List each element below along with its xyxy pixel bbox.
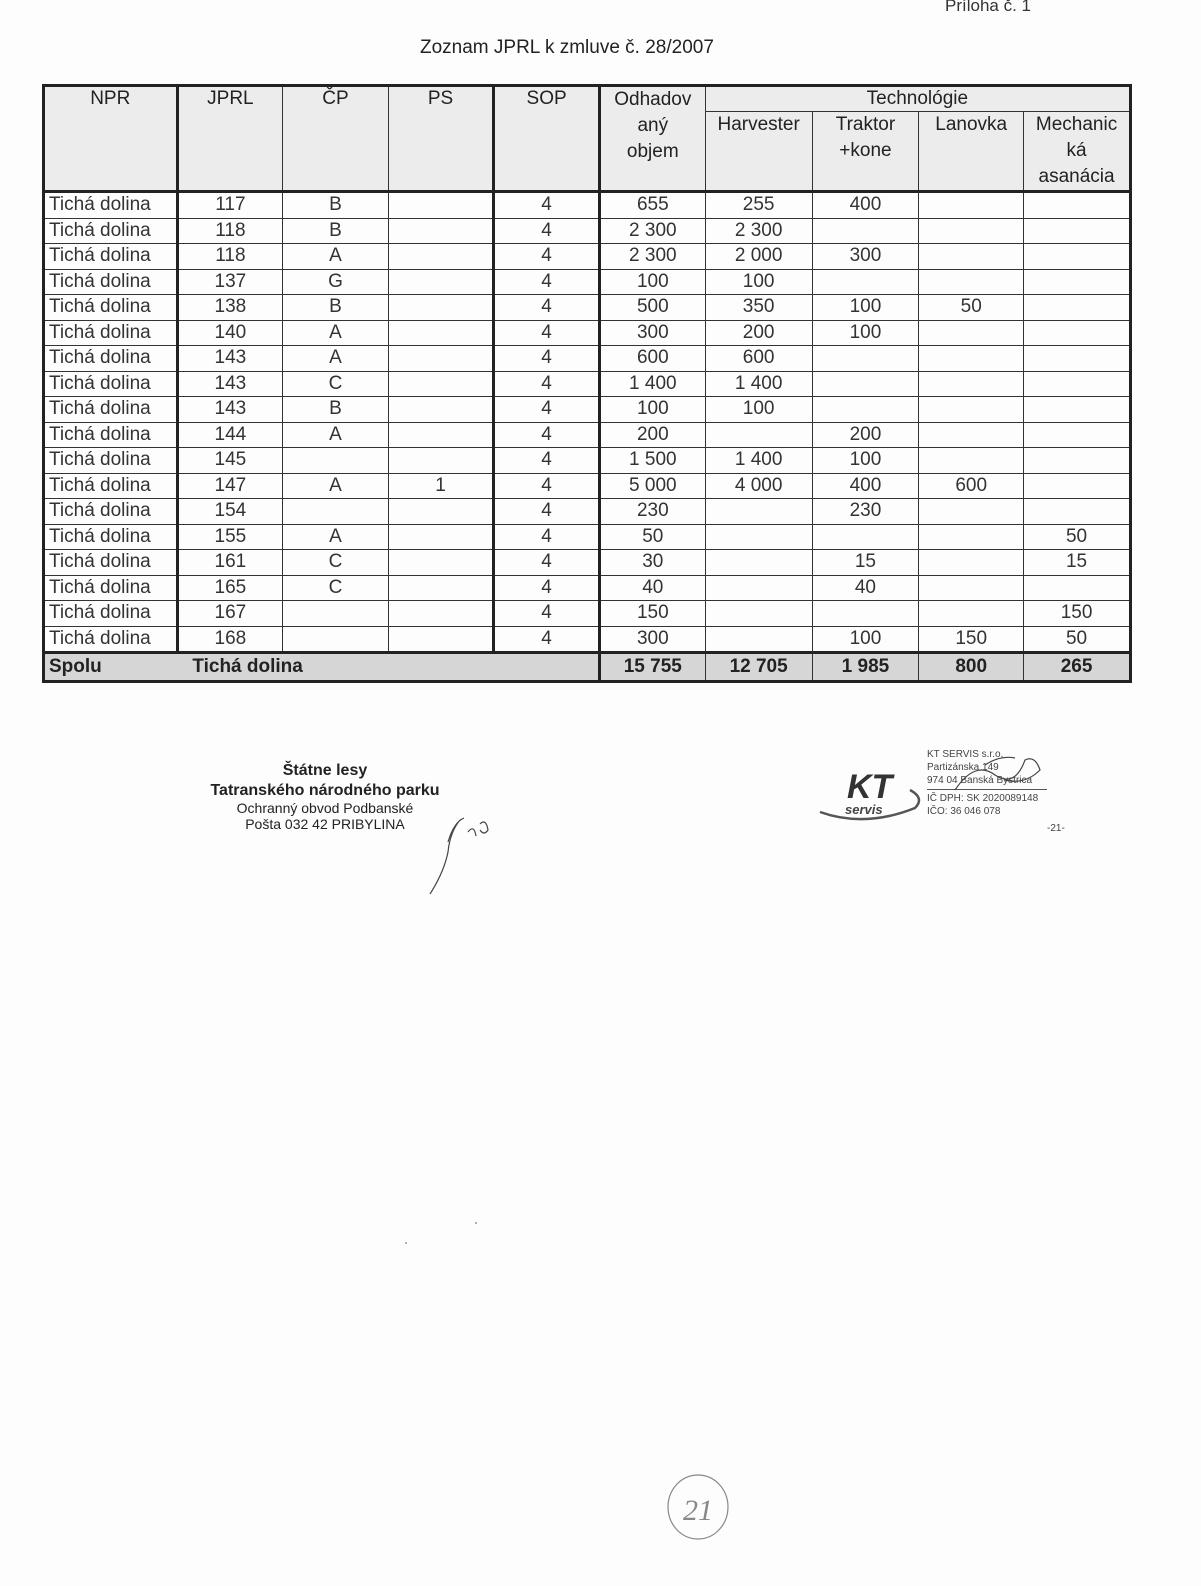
table-row [44, 524, 1131, 550]
cell-jprl: 168 [177, 626, 283, 653]
cell-ps [388, 218, 494, 244]
cell-npr: Tichá dolina [44, 448, 178, 474]
cell-volume: 300 [599, 626, 705, 653]
table-row [44, 499, 1131, 525]
table-row [44, 192, 1131, 219]
cell-sop: 4 [494, 422, 600, 448]
header-volume-line1: Odhadov [614, 89, 692, 110]
kt-servis-logo [815, 768, 925, 826]
kt-line3: 974 04 Banská Bystrica [927, 775, 1033, 786]
cell-sop: 4 [494, 218, 600, 244]
cell-npr: Tichá dolina [44, 269, 178, 295]
cell-ps [388, 192, 494, 219]
cell-cp: A [283, 473, 389, 499]
cell-cp: B [283, 218, 389, 244]
cell-ps [388, 626, 494, 653]
cell-ps [388, 422, 494, 448]
cell-lanovka [919, 422, 1024, 448]
cell-traktor: 40 [812, 575, 919, 601]
table-row [44, 320, 1131, 346]
cell-traktor: 15 [812, 550, 919, 576]
cell-harvester [705, 524, 812, 550]
table-body [44, 192, 1131, 653]
cell-npr: Tichá dolina [44, 397, 178, 423]
cell-cp: B [283, 397, 389, 423]
header-sop: SOP [494, 86, 600, 192]
cell-npr: Tichá dolina [44, 422, 178, 448]
cell-sop: 4 [494, 575, 600, 601]
cell-ps [388, 244, 494, 270]
table-row [44, 473, 1131, 499]
cell-traktor: 230 [812, 499, 919, 525]
cell-harvester: 1 400 [705, 371, 812, 397]
cell-ps [388, 448, 494, 474]
cell-traktor: 100 [812, 320, 919, 346]
cell-ps [388, 346, 494, 372]
table-row [44, 626, 1131, 653]
kt-line2: Partizánska 149 [927, 762, 999, 773]
cell-harvester: 100 [705, 269, 812, 295]
cell-traktor [812, 524, 919, 550]
table-row [44, 346, 1131, 372]
total-traktor: 1 985 [812, 653, 919, 682]
cell-sop: 4 [494, 371, 600, 397]
cell-ps [388, 499, 494, 525]
header-traktor-line2: +kone [839, 140, 892, 161]
header-mech-line1: Mechanic [1035, 114, 1118, 135]
cell-volume: 2 300 [599, 244, 705, 270]
table-row [44, 218, 1131, 244]
cell-harvester [705, 422, 812, 448]
cell-harvester: 255 [705, 192, 812, 219]
cell-volume: 1 400 [599, 371, 705, 397]
cell-lanovka [919, 601, 1024, 627]
cell-npr: Tichá dolina [44, 499, 178, 525]
cell-mech: 50 [1024, 626, 1131, 653]
cell-ps [388, 524, 494, 550]
cell-lanovka [919, 397, 1024, 423]
cell-mech [1024, 346, 1131, 372]
logo-kt-text: KT [847, 768, 893, 806]
cell-jprl: 145 [177, 448, 283, 474]
cell-traktor: 200 [812, 422, 919, 448]
table-row [44, 448, 1131, 474]
cell-cp: A [283, 346, 389, 372]
header-jprl: JPRL [177, 86, 283, 192]
header-mech-line3: asanácia [1038, 166, 1115, 187]
cell-sop: 4 [494, 499, 600, 525]
cell-volume: 150 [599, 601, 705, 627]
cell-npr: Tichá dolina [44, 550, 178, 576]
cell-harvester: 350 [705, 295, 812, 321]
header-cp: ČP [283, 86, 389, 192]
kt-page-mark: -21- [1047, 823, 1065, 834]
cell-ps [388, 295, 494, 321]
cell-volume: 300 [599, 320, 705, 346]
cell-mech [1024, 192, 1131, 219]
cell-ps [388, 371, 494, 397]
total-volume: 15 755 [599, 653, 705, 682]
cell-sop: 4 [494, 473, 600, 499]
total-label-cell [44, 653, 600, 682]
cell-sop: 4 [494, 269, 600, 295]
cell-cp [283, 499, 389, 525]
cell-jprl: 147 [177, 473, 283, 499]
cell-mech: 150 [1024, 601, 1131, 627]
cell-volume: 30 [599, 550, 705, 576]
cell-npr: Tichá dolina [44, 218, 178, 244]
table-row [44, 244, 1131, 270]
cell-npr: Tichá dolina [44, 346, 178, 372]
cell-sop: 4 [494, 244, 600, 270]
cell-mech [1024, 218, 1131, 244]
cell-jprl: 140 [177, 320, 283, 346]
cell-sop: 4 [494, 626, 600, 653]
document-title: Zoznam JPRL k zmluve č. 28/2007 [420, 37, 714, 58]
cell-sop: 4 [494, 295, 600, 321]
cell-cp: A [283, 244, 389, 270]
stamp-left-line3: Ochranný obvod Podbanské [236, 800, 414, 816]
cell-ps [388, 320, 494, 346]
cell-cp: A [283, 524, 389, 550]
cell-mech [1024, 371, 1131, 397]
header-volume-line3: objem [626, 141, 679, 162]
cell-sop: 4 [494, 601, 600, 627]
table-row [44, 422, 1131, 448]
cell-traktor: 300 [812, 244, 919, 270]
cell-lanovka [919, 244, 1024, 270]
cell-traktor [812, 269, 919, 295]
handwritten-page-number-icon [665, 1472, 731, 1542]
cell-lanovka [919, 269, 1024, 295]
cell-npr: Tichá dolina [44, 371, 178, 397]
cell-ps [388, 575, 494, 601]
cell-cp: A [283, 422, 389, 448]
cell-traktor: 100 [812, 448, 919, 474]
cell-lanovka [919, 499, 1024, 525]
header-mech-line2: ká [1066, 140, 1087, 161]
cell-ps [388, 550, 494, 576]
cell-mech: 15 [1024, 550, 1131, 576]
table-row [44, 269, 1131, 295]
cell-lanovka: 600 [919, 473, 1024, 499]
cell-lanovka [919, 371, 1024, 397]
cell-cp: B [283, 192, 389, 219]
scan-dot [475, 1222, 477, 1224]
cell-harvester [705, 601, 812, 627]
cell-npr: Tichá dolina [44, 575, 178, 601]
cell-traktor [812, 218, 919, 244]
cell-jprl: 143 [177, 371, 283, 397]
cell-harvester: 2 000 [705, 244, 812, 270]
cell-volume: 600 [599, 346, 705, 372]
cell-traktor: 100 [812, 626, 919, 653]
cell-lanovka [919, 575, 1024, 601]
cell-volume: 100 [599, 397, 705, 423]
cell-volume: 40 [599, 575, 705, 601]
cell-cp [283, 448, 389, 474]
table-row [44, 601, 1131, 627]
header-lanovka: Lanovka [919, 112, 1024, 192]
cell-sop: 4 [494, 320, 600, 346]
cell-jprl: 154 [177, 499, 283, 525]
stamp-kt-servis [815, 748, 1115, 838]
handwritten-page-number: 21 [683, 1494, 713, 1527]
cell-npr: Tichá dolina [44, 192, 178, 219]
cell-mech [1024, 397, 1131, 423]
cell-cp: C [283, 575, 389, 601]
cell-jprl: 165 [177, 575, 283, 601]
cell-traktor [812, 346, 919, 372]
kt-line5: IČO: 36 046 078 [927, 806, 1001, 817]
cell-volume: 5 000 [599, 473, 705, 499]
signature-right-icon [945, 750, 1055, 800]
header-harvester: Harvester [705, 112, 812, 192]
cell-cp [283, 601, 389, 627]
annex-label: Príloha č. 1 [945, 0, 1031, 15]
cell-harvester: 600 [705, 346, 812, 372]
cell-harvester: 200 [705, 320, 812, 346]
cell-harvester: 4 000 [705, 473, 812, 499]
cell-sop: 4 [494, 397, 600, 423]
cell-mech [1024, 448, 1131, 474]
cell-traktor: 400 [812, 192, 919, 219]
cell-lanovka [919, 320, 1024, 346]
cell-volume: 500 [599, 295, 705, 321]
cell-lanovka: 50 [919, 295, 1024, 321]
cell-lanovka [919, 346, 1024, 372]
cell-cp: C [283, 550, 389, 576]
cell-mech [1024, 244, 1131, 270]
cell-cp: A [283, 320, 389, 346]
cell-jprl: 137 [177, 269, 283, 295]
cell-jprl: 118 [177, 244, 283, 270]
cell-jprl: 143 [177, 397, 283, 423]
cell-jprl: 155 [177, 524, 283, 550]
cell-mech [1024, 269, 1131, 295]
table-row [44, 295, 1131, 321]
cell-jprl: 167 [177, 601, 283, 627]
cell-npr: Tichá dolina [44, 320, 178, 346]
total-npr: Tichá dolina [192, 656, 303, 677]
cell-volume: 200 [599, 422, 705, 448]
cell-cp [283, 626, 389, 653]
total-row [44, 653, 1131, 682]
header-mechanical [1024, 112, 1131, 192]
cell-mech: 50 [1024, 524, 1131, 550]
cell-sop: 4 [494, 524, 600, 550]
stamp-left-line1: Štátne lesy [282, 762, 368, 779]
header-ps: PS [388, 86, 494, 192]
cell-cp: C [283, 371, 389, 397]
cell-volume: 50 [599, 524, 705, 550]
cell-mech [1024, 499, 1131, 525]
jprl-table [42, 84, 1132, 683]
kt-line1: KT SERVIS s.r.o. [927, 749, 1004, 760]
header-npr: NPR [44, 86, 178, 192]
cell-harvester: 100 [705, 397, 812, 423]
cell-ps [388, 397, 494, 423]
scan-dot [405, 1242, 407, 1244]
cell-harvester [705, 499, 812, 525]
cell-traktor: 400 [812, 473, 919, 499]
cell-volume: 1 500 [599, 448, 705, 474]
cell-volume: 100 [599, 269, 705, 295]
header-technologies: Technológie [705, 86, 1130, 112]
total-lanovka: 800 [919, 653, 1024, 682]
cell-cp: G [283, 269, 389, 295]
cell-traktor [812, 371, 919, 397]
cell-jprl: 138 [177, 295, 283, 321]
cell-jprl: 117 [177, 192, 283, 219]
cell-cp: B [283, 295, 389, 321]
cell-npr: Tichá dolina [44, 295, 178, 321]
total-harvester: 12 705 [705, 653, 812, 682]
table-row [44, 371, 1131, 397]
cell-npr: Tichá dolina [44, 601, 178, 627]
cell-harvester [705, 550, 812, 576]
cell-traktor [812, 397, 919, 423]
cell-sop: 4 [494, 550, 600, 576]
cell-lanovka [919, 218, 1024, 244]
kt-line4: IČ DPH: SK 2020089148 [927, 793, 1039, 804]
cell-mech [1024, 575, 1131, 601]
cell-mech [1024, 473, 1131, 499]
cell-jprl: 143 [177, 346, 283, 372]
cell-sop: 4 [494, 346, 600, 372]
cell-harvester: 2 300 [705, 218, 812, 244]
cell-volume: 655 [599, 192, 705, 219]
cell-volume: 2 300 [599, 218, 705, 244]
header-volume [599, 86, 705, 192]
logo-servis-text: servis [845, 802, 883, 817]
cell-traktor [812, 601, 919, 627]
header-traktor-line1: Traktor [835, 114, 896, 135]
cell-lanovka [919, 550, 1024, 576]
cell-volume: 230 [599, 499, 705, 525]
cell-npr: Tichá dolina [44, 524, 178, 550]
cell-mech [1024, 422, 1131, 448]
cell-jprl: 118 [177, 218, 283, 244]
cell-ps: 1 [388, 473, 494, 499]
cell-traktor: 100 [812, 295, 919, 321]
cell-ps [388, 269, 494, 295]
cell-jprl: 161 [177, 550, 283, 576]
cell-lanovka [919, 192, 1024, 219]
stamp-left-line2: Tatranského národného parku [210, 782, 440, 799]
cell-npr: Tichá dolina [44, 626, 178, 653]
cell-sop: 4 [494, 192, 600, 219]
total-mechanical: 265 [1024, 653, 1131, 682]
cell-sop: 4 [494, 448, 600, 474]
header-traktor [812, 112, 919, 192]
cell-npr: Tichá dolina [44, 244, 178, 270]
table-row [44, 575, 1131, 601]
cell-harvester [705, 575, 812, 601]
cell-lanovka: 150 [919, 626, 1024, 653]
cell-mech [1024, 320, 1131, 346]
cell-lanovka [919, 524, 1024, 550]
table-row [44, 550, 1131, 576]
cell-harvester: 1 400 [705, 448, 812, 474]
total-label: Spolu [49, 656, 102, 677]
cell-lanovka [919, 448, 1024, 474]
header-volume-line2: aný [637, 115, 669, 136]
signature-left-icon [420, 812, 510, 902]
cell-harvester [705, 626, 812, 653]
cell-mech [1024, 295, 1131, 321]
table-row [44, 397, 1131, 423]
cell-jprl: 144 [177, 422, 283, 448]
stamp-left-line4: Pošta 032 42 PRIBYLINA [245, 816, 405, 832]
cell-ps [388, 601, 494, 627]
cell-npr: Tichá dolina [44, 473, 178, 499]
